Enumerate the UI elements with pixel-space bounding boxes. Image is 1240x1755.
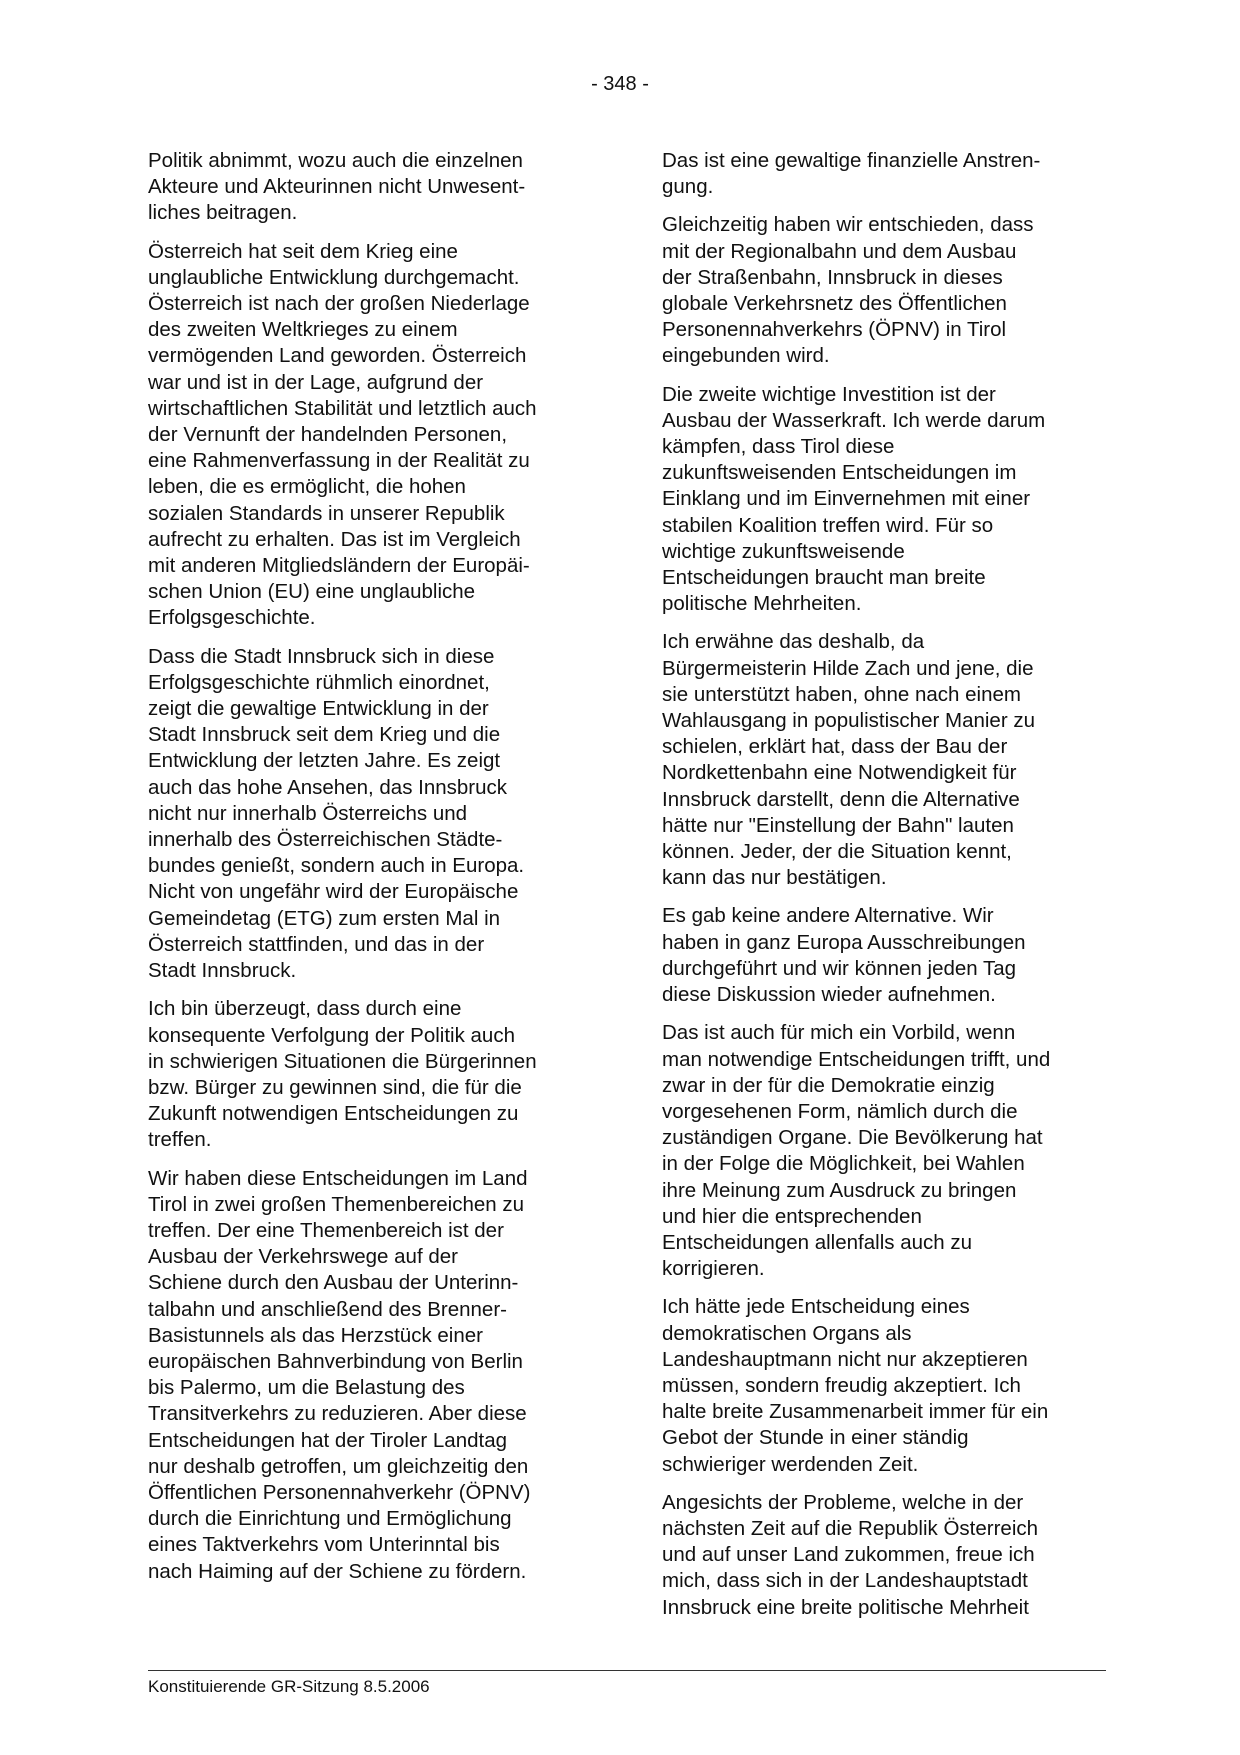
paragraph: Es gab keine andere Alternative. Wir haben in ganz Europa Ausschreibungen durchgeführt und wir können jeden Tag diese Diskussion wieder aufnehmen.: [662, 904, 1026, 1007]
right-column: [662, 148, 1107, 1633]
paragraph: Dass die Stadt Innsbruck sich in diese Erfolgsgeschichte rühmlich einordnet, zeigt die gewaltige Entwicklung in der Stadt Innsbruck seit dem Krieg und die Entwicklung der letzten Jahre. Es zeigt auch das hohe Ansehen, das Innsbruck nicht nur innerhalb Österreichs und innerhalb des Österreichischen Städte- bundes genießt, sondern auch in Europa. Nicht von ungefähr wird der Europäische Gemeindetag (ETG) zum ersten Mal in Österreich stattfinden, und das in der Stadt Innsbruck.: [148, 644, 525, 983]
paragraph: Politik abnimmt, wozu auch die einzelnen Akteure und Akteurinnen nicht Unwesent- liches beitragen.: [148, 149, 526, 225]
footer-divider: [148, 1670, 1106, 1671]
paragraph: Ich bin überzeugt, dass durch eine konsequente Verfolgung der Politik auch in schwierigen Situationen die Bürgerinnen bzw. Bürger zu gewinnen sind, die für die Zukunft notwendigen Entscheidungen zu treffen.: [148, 997, 537, 1152]
left-column: [148, 148, 588, 1597]
paragraph: Wir haben diese Entscheidungen im Land Tirol in zwei großen Themenbereichen zu treffen. Der eine Themenbereich ist der Ausbau der Verkehrswege auf der Schiene durch den Ausbau der Unterinn- talbahn und anschließend des Brenner- Basistunnels als das Herzstück einer europäischen Bahnverbindung von Berlin bis Palermo, um die Belastung des Transitverkehrs zu reduzieren. Aber diese Entscheidungen hat der Tiroler Landtag nur deshalb getroffen, um gleichzeitig den Öffentlichen Personennahverkehr (ÖPNV) durch die Einrichtung und Ermöglichung eines Taktverkehrs vom Unterinntal bis nach Haiming auf der Schiene zu fördern.: [148, 1166, 531, 1583]
paragraph: Ich erwähne das deshalb, da Bürgermeisterin Hilde Zach und jene, die sie unterstützt haben, ohne nach einem Wahlausgang in populistischer Manier zu schielen, erklärt hat, dass der Bau der Nordkettenbahn eine Notwendigkeit für Innsbruck darstellt, denn die Alternative hätte nur "Einstellung der Bahn" lauten können. Jeder, der die Situation kennt, kann das nur bestätigen.: [662, 630, 1035, 890]
paragraph: Österreich hat seit dem Krieg eine unglaubliche Entwicklung durchgemacht. Österreich ist nach der großen Niederlage des zweiten Weltkrieges zu einem vermögenden Land geworden. Österreich war und ist in der Lage, aufgrund der wirtschaftlichen Stabilität und letztlich auch der Vernunft der handelnden Personen, eine Rahmenverfassung in der Realität zu leben, die es ermöglicht, die hohen sozialen Standards in unserer Republik aufrecht zu erhalten. Das ist im Vergleich mit anderen Mitgliedsländern der Europäi- schen Union (EU) eine unglaubliche Erfolgsgeschichte.: [148, 239, 537, 630]
paragraph: Die zweite wichtige Investition ist der Ausbau der Wasserkraft. Ich werde darum kämpfen, dass Tirol diese zukunftsweisenden Entscheidungen im Einklang und im Einvernehmen mit einer stabilen Koalition treffen wird. Für so wichtige zukunftsweisende Entscheidungen braucht man breite politische Mehrheiten.: [662, 382, 1046, 616]
footer-text: Konstituierende GR-Sitzung 8.5.2006: [148, 1677, 430, 1696]
paragraph: Angesichts der Probleme, welche in der nächsten Zeit auf die Republik Österreich und auf unser Land zukommen, freue ich mich, dass sich in der Landeshauptstadt Innsbruck eine breite politische Mehrheit: [662, 1490, 1039, 1619]
paragraph: Gleichzeitig haben wir entschieden, dass mit der Regionalbahn und dem Ausbau der Straßenbahn, Innsbruck in dieses globale Verkehrsnetz des Öffentlichen Personennahverkehrs (ÖPNV) in Tirol eingebunden wird.: [662, 213, 1034, 368]
paragraph: Das ist auch für mich ein Vorbild, wenn man notwendige Entscheidungen trifft, und zwar in der für die Demokratie einzig vorgesehenen Form, nämlich durch die zuständigen Organe. Die Bevölkerung hat in der Folge die Möglichkeit, bei Wahlen ihre Meinung zum Ausdruck zu bringen und hier die entsprechenden Entscheidungen allenfalls auch zu korrigieren.: [662, 1021, 1051, 1281]
paragraph: Ich hätte jede Entscheidung eines demokratischen Organs als Landeshauptmann nicht nur akzeptieren müssen, sondern freudig akzeptiert. Ich halte breite Zusammenarbeit immer für ein Gebot der Stunde in einer ständig schwieriger werdenden Zeit.: [662, 1295, 1049, 1476]
page-number: - 348 -: [591, 73, 649, 95]
paragraph: Das ist eine gewaltige finanzielle Anstren- gung.: [662, 149, 1041, 199]
